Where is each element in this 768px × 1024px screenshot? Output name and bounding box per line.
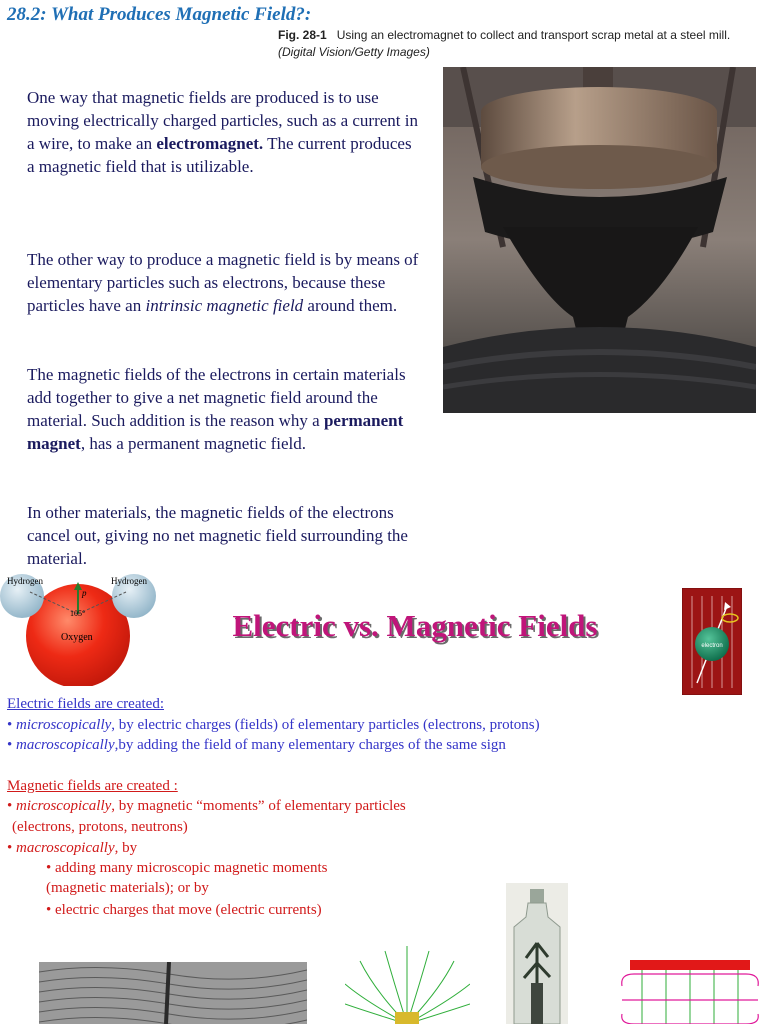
electric-currents-item: • electric charges that move (electric currents) <box>46 902 322 918</box>
magnetic-fields-micro: • microscopically, by magnetic “moments” of elementary particles <box>7 798 406 814</box>
p1-bold-electromagnet: electromagnet. <box>156 134 264 153</box>
dipole-label: p <box>82 588 87 598</box>
magnetic-micro-italic: microscopically <box>16 798 112 814</box>
electric-macro-italic: macroscopically <box>16 737 115 753</box>
figure-label: Fig. 28-1 <box>278 28 327 42</box>
electric-currents-text: electric charges that move (electric currents) <box>55 902 322 918</box>
paragraph-permanent-magnet <box>27 363 422 455</box>
p3-bold-permanent-magnet: permanent magnet <box>27 411 404 453</box>
field-lines-diagram <box>345 946 470 1024</box>
p1-text-a: One way that magnetic fields are produced is to use moving electrically charged particles, such as a current in a wire, to make an <box>27 88 418 153</box>
paragraph-cancel-out: In other materials, the magnetic fields of the electrons cancel out, giving no net magnetic field surrounding the material. <box>27 503 408 568</box>
figure-credit: (Digital Vision/Getty Images) <box>278 45 430 59</box>
magnetic-fields-macro: • macroscopically, by <box>7 840 138 856</box>
section-heading: Electric vs. Magnetic Fields <box>232 608 598 643</box>
p1-text-c: The current produces a magnetic field that is utilizable. <box>27 134 412 176</box>
figure-caption-text: Using an electromagnet to collect and transport scrap metal at a steel mill. <box>336 28 731 42</box>
hydrogen-left-label: Hydrogen <box>7 576 43 586</box>
iron-filings-image <box>39 962 307 1024</box>
angle-label: 105° <box>70 609 86 618</box>
electric-fields-micro: • microscopically, by electric charges (fields) of elementary particles (electrons, protons) <box>7 717 540 733</box>
magnetic-moments-text: adding many microscopic magnetic moments <box>55 860 328 876</box>
electric-fields-header: Electric fields are created: <box>7 696 164 712</box>
electric-fields-macro: • macroscopically,by adding the field of many elementary charges of the same sign <box>7 737 506 753</box>
magnetic-fields-header: Magnetic fields are created : <box>7 778 178 794</box>
oxygen-label: Oxygen <box>61 632 93 643</box>
hydrogen-right-label: Hydrogen <box>111 576 147 586</box>
electric-macro-text: ,by adding the field of many elementary charges of the same sign <box>114 737 506 753</box>
p2-text-a: The other way to produce a magnetic field is by means of elementary particles such as electrons, because these particles have an <box>27 250 419 315</box>
magnetic-particles-list: (electrons, protons, neutrons) <box>12 819 188 835</box>
electron-label: electron <box>701 643 723 649</box>
figure-caption <box>278 28 730 42</box>
paragraph-electromagnet <box>27 86 422 178</box>
magnetic-materials-text: (magnetic materials); or by <box>46 880 209 896</box>
page-title: 28.2: What Produces Magnetic Field?: <box>7 4 312 25</box>
electric-micro-italic: microscopically <box>16 717 112 733</box>
magnetic-micro-text: , by magnetic “moments” of elementary particles <box>111 798 406 814</box>
magnetic-macro-italic: macroscopically <box>16 840 115 856</box>
electron-spin-diagram <box>682 588 742 695</box>
p3-text-a: The magnetic fields of the electrons in certain materials add together to give a net magnetic field around the material. Such addition is the reason why a <box>27 365 406 430</box>
magnetic-macro-text: , by <box>114 840 138 856</box>
bottle-magnet-photo <box>506 883 568 1024</box>
electric-micro-text: , by electric charges (fields) of elementary particles (electrons, protons) <box>111 717 540 733</box>
parallel-plates-diagram <box>620 956 760 1024</box>
electromagnet-photo <box>443 67 756 413</box>
p3-text-c: , has a permanent magnetic field. <box>80 434 306 453</box>
magnetic-moments-item: • adding many microscopic magnetic moments <box>46 860 328 876</box>
p2-italic-intrinsic: intrinsic magnetic field <box>145 296 304 315</box>
p2-text-c: around them. <box>303 296 398 315</box>
paragraph-intrinsic <box>27 248 422 317</box>
